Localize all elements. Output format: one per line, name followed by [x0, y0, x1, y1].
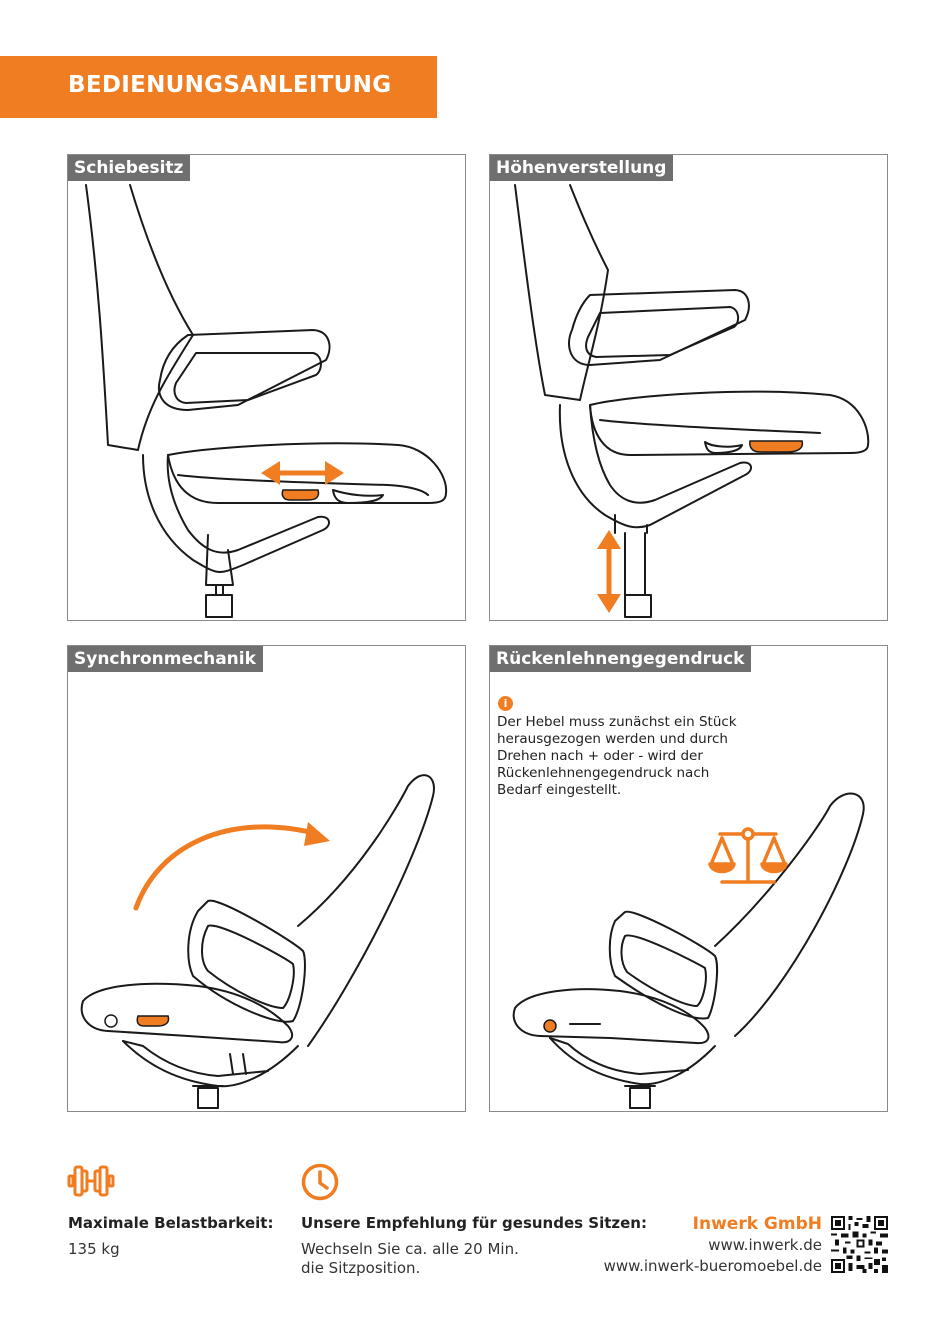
sitting-line-1: Wechseln Sie ca. alle 20 Min. — [301, 1240, 519, 1258]
page-title: BEDIENUNGSANLEITUNG — [68, 72, 392, 98]
load-heading: Maximale Belastbarkeit: — [68, 1214, 274, 1232]
chair-reclined-illustration — [68, 646, 465, 1111]
balance-scale-icon — [710, 829, 786, 882]
note-text: Der Hebel muss zunächst ein Stück herausgezogen werden und durch Drehen nach + oder - wird der Rückenlehnengegendruck nach Bedarf eingestellt. — [497, 714, 737, 798]
sitting-line-2: die Sitzposition. — [301, 1259, 421, 1277]
panel-schiebesitz — [67, 154, 466, 621]
panel-label: Höhenverstellung — [490, 155, 673, 181]
chair-side-illustration — [490, 155, 887, 620]
info-icon: i — [498, 696, 513, 711]
company-block — [604, 1214, 822, 1277]
qr-code[interactable] — [831, 1216, 888, 1273]
panel-hoehenverstellung — [489, 154, 888, 621]
recline-arrow-icon — [136, 822, 330, 908]
panel-synchronmechanik — [67, 645, 466, 1112]
company-name: Inwerk GmbH — [692, 1214, 822, 1234]
panel-label: Schiebesitz — [68, 155, 190, 181]
panel-label: Rückenlehnengegendruck — [490, 646, 751, 672]
load-value: 135 kg — [68, 1240, 120, 1258]
panel-rueckenlehnengegendruck — [489, 645, 888, 1112]
clock-icon — [300, 1162, 340, 1202]
height-arrow-icon — [597, 530, 621, 613]
dumbbell-icon — [67, 1163, 115, 1199]
sitting-heading: Unsere Empfehlung für gesundes Sitzen: — [301, 1214, 647, 1232]
panel-label: Synchronmechanik — [68, 646, 263, 672]
company-url[interactable]: www.inwerk.de — [708, 1236, 822, 1254]
chair-side-illustration — [68, 155, 465, 620]
company-url-shop[interactable]: www.inwerk-bueromoebel.de — [603, 1257, 822, 1275]
